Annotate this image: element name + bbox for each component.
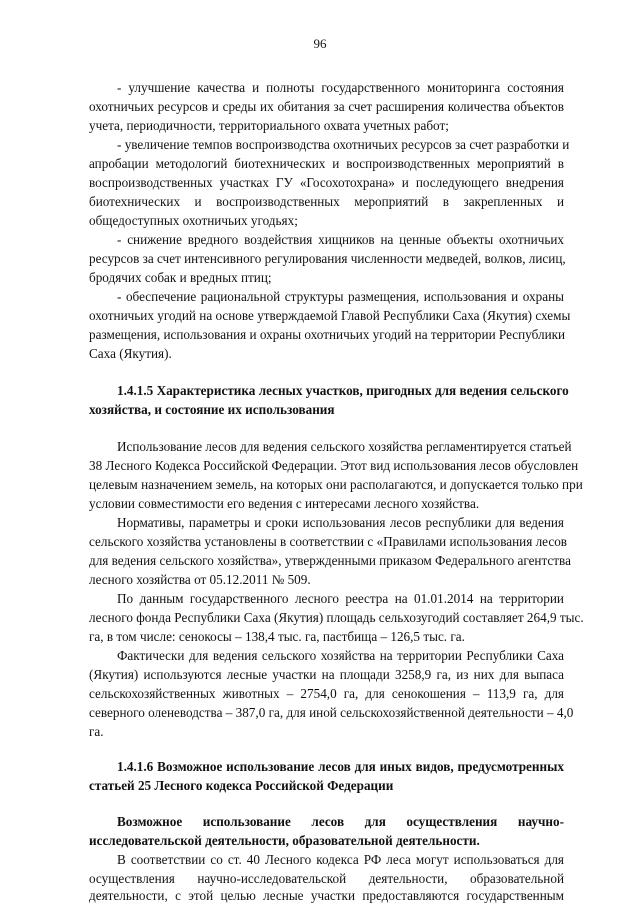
- text-line: В соответствии со ст. 40 Лесного кодекса РФ леса могут использоваться для: [117, 852, 564, 867]
- text-line: воспроизводственных участках ГУ «Госохотохрана» и последующего внедрения: [89, 175, 564, 190]
- text-line: - увеличение темпов воспроизводства охотничьих ресурсов за счет разработки и: [117, 137, 570, 152]
- text-line: сельского хозяйства установлены в соответствии с «Правилами использования лесов: [89, 534, 568, 549]
- subheading-line: исследовательской деятельности, образовательной деятельности.: [89, 833, 480, 848]
- subheading-line: Возможное использование лесов для осуществления научно-: [117, 814, 564, 829]
- text-line: - улучшение качества и полноты государственного мониторинга состояния: [117, 80, 564, 95]
- heading-line: 1.4.1.5 Характеристика лесных участков, пригодных для ведения сельского: [117, 383, 569, 398]
- text-line: Нормативы, параметры и сроки использования лесов республики для ведения: [117, 515, 564, 530]
- text-line: (Якутия) используются лесные участки на площади 3258,9 га, из них для выпаса: [89, 667, 564, 682]
- text-line: сельскохозяйственных животных – 2754,0 га, для сенокошения – 113,9 га, для: [89, 686, 564, 701]
- text-line: условии совместимости его ведения с интересами лесного хозяйства.: [89, 496, 480, 511]
- text-line: - снижение вредного воздействия хищников на ценные объекты охотничьих: [117, 232, 564, 247]
- text-line: деятельности, с этой целью лесные участки предоставляются государственным: [89, 888, 564, 903]
- text-line: северного оленеводства – 387,0 га, для иной сельскохозяйственной деятельности – 4,0: [89, 705, 574, 720]
- text-line: лесного хозяйства от 05.12.2011 № 509.: [89, 572, 311, 587]
- text-line: размещения, использования и охраны охотничьих угодий на территории Республики: [89, 327, 566, 342]
- heading-line: статьей 25 Лесного кодекса Российской Федерации: [89, 778, 394, 793]
- text-line: - обеспечение рациональной структуры размещения, использования и охраны: [117, 289, 564, 304]
- text-line: По данным государственного лесного реестра на 01.01.2014 на территории: [117, 591, 564, 606]
- text-line: учета, периодичности, территориального охвата учетных работ;: [89, 118, 449, 133]
- text-line: охотничьих ресурсов и среды их обитания за счет расширения количества объектов: [89, 99, 564, 114]
- text-line: общедоступных охотничьих угодьях;: [89, 213, 298, 228]
- text-line: Фактически для ведения сельского хозяйства на территории Республики Саха: [117, 648, 564, 663]
- heading-line: 1.4.1.6 Возможное использование лесов для иных видов, предусмотренных: [117, 759, 564, 774]
- text-line: 38 Лесного Кодекса Российской Федерации. Этот вид использования лесов обусловлен: [89, 458, 579, 473]
- text-line: целевым назначением земель, на которых они располагаются, и допускается только при: [89, 477, 583, 492]
- text-line: га, в том числе: сенокосы – 138,4 тыс. га, пастбища – 126,5 тыс. га.: [89, 629, 465, 644]
- text-line: га.: [89, 724, 104, 739]
- page-number: 96: [313, 36, 327, 51]
- text-line: для ведения сельского хозяйства», утвержденными приказом Федерального агентства: [89, 553, 571, 568]
- text-line: Использование лесов для ведения сельского хозяйства регламентируется статьей: [117, 439, 572, 454]
- text-line: лесного фонда Республики Саха (Якутия) площадь сельхозугодий составляет 264,9 тыс.: [89, 610, 584, 625]
- text-line: осуществления научно-исследовательской деятельности, образовательной: [89, 871, 564, 886]
- text-line: ресурсов за счет интенсивного регулирования численности медведей, волков, лисиц,: [89, 251, 566, 266]
- heading-line: хозяйства, и состояние их использования: [89, 402, 335, 417]
- text-line: охотничьих угодий на основе утверждаемой Главой Республики Саха (Якутия) схемы: [89, 308, 571, 323]
- text-line: Саха (Якутия).: [89, 346, 172, 361]
- text-line: биотехнических и воспроизводственных мероприятий в закрепленных и: [89, 194, 564, 209]
- text-line: бродячих собак и вредных птиц;: [89, 270, 272, 285]
- text-line: апробации методологий биотехнических и воспроизводственных мероприятий в: [89, 156, 564, 171]
